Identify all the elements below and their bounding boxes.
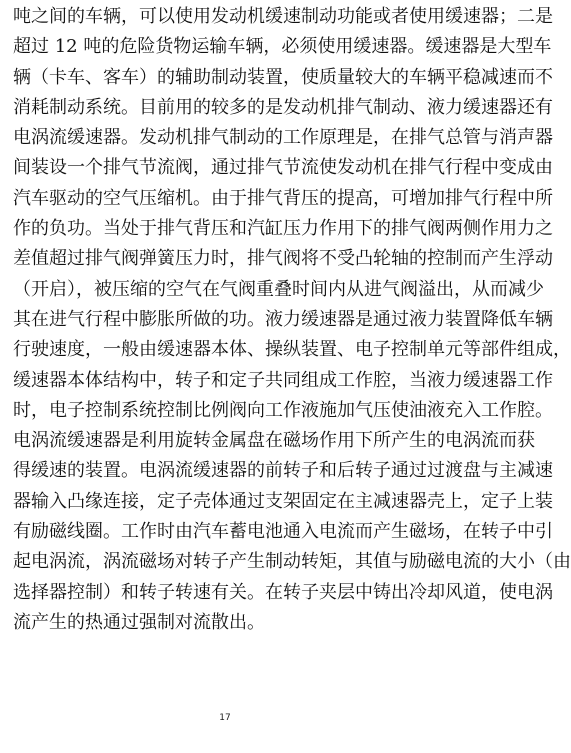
- text-line: 差值超过排气阀弹簧压力时，排气阀将不受凸轮轴的控制而产生浮动: [13, 248, 553, 270]
- text-line: 间装设一个排气节流阀，通过排气节流使发动机在排气行程中变成由: [13, 157, 553, 179]
- text-line: 器输入凸缘连接，定子壳体通过支架固定在主减速器壳上，定子上装: [13, 490, 553, 512]
- text-line: 电涡流缓速器是利用旋转金属盘在磁场作用下所产生的电涡流而获: [13, 430, 535, 452]
- text-line: 流产生的热通过强制对流散出。: [13, 611, 265, 633]
- text-line: 行驶速度，一般由缓速器本体、操纵装置、电子控制单元等部件组成，: [13, 339, 571, 361]
- text-line: 超过 12 吨的危险货物运输车辆，必须使用缓速器。缓速器是大型车: [13, 36, 552, 58]
- text-line: 汽车驱动的空气压缩机。由于排气背压的提高，可增加排气行程中所: [13, 187, 553, 209]
- text-line: 起电涡流，涡流磁场对转子产生制动转矩，其值与励磁电流的大小（由: [13, 551, 571, 573]
- text-line: 电涡流缓速器。发动机排气制动的工作原理是，在排气总管与消声器: [13, 127, 553, 149]
- text-line: 选择器控制）和转子转速有关。在转子夹层中铸出冷却风道，使电涡: [13, 581, 553, 603]
- body-text: [13, 2, 571, 638]
- text-line: 得缓速的装置。电涡流缓速器的前转子和后转子通过过渡盘与主减速: [13, 460, 553, 482]
- text-line: （开启），被压缩的空气在气阀重叠时间内从进气阀溢出，从而减少: [13, 278, 544, 300]
- text-line: 作的负功。当处于排气背压和汽缸压力作用下的排气阀两侧作用力之: [13, 218, 553, 240]
- text-line: 吨之间的车辆，可以使用发动机缓速制动功能或者使用缓速器；二是: [13, 6, 553, 27]
- text-line: 消耗制动系统。目前用的较多的是发动机排气制动、液力缓速器还有: [13, 96, 553, 118]
- text-line: 时，电子控制系统控制比例阀向工作液施加气压使油液充入工作腔。: [13, 399, 553, 421]
- text-line: 有励磁线圈。工作时由汽车蓄电池通入电流而产生磁场，在转子中引: [13, 521, 553, 543]
- text-line: 缓速器本体结构中，转子和定子共同组成工作腔，当液力缓速器工作: [13, 369, 553, 391]
- text-line: 其在进气行程中膨胀所做的功。液力缓速器是通过液力装置降低车辆: [13, 308, 553, 330]
- text-line: 辆（卡车、客车）的辅助制动装置，使质量较大的车辆平稳减速而不: [13, 66, 553, 88]
- page-number: 17: [219, 713, 231, 723]
